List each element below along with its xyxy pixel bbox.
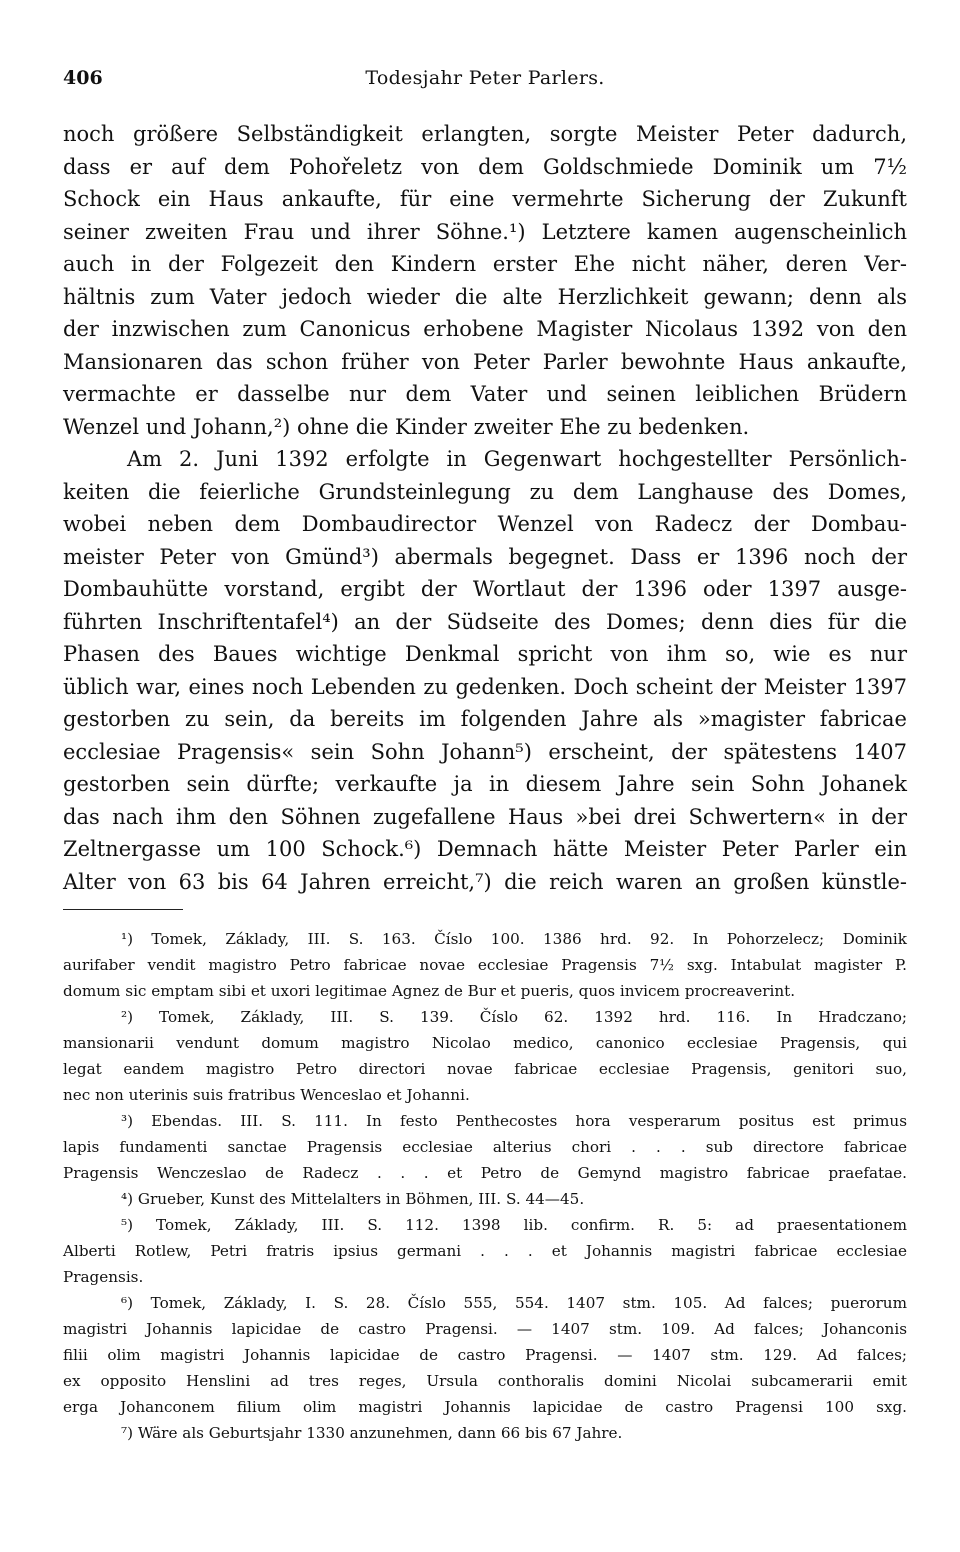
body-line: üblich war, eines noch Lebenden zu gedenken. Doch scheint der Meister 1397: [63, 674, 907, 699]
body-line: wobei neben dem Dombaudirector Wenzel von Radecz der Dombau-: [63, 512, 907, 536]
body-line: noch größere Selbständigkeit erlangten, sorgte Meister Peter dadurch,: [63, 122, 907, 146]
footnote-line: nec non uterinis suis fratribus Wenceslao et Johanni.: [63, 1086, 470, 1104]
footnote-line: Alberti Rotlew, Petri fratris ipsius germani . . . et Johannis magistri fabricae ecclesiae: [63, 1242, 907, 1260]
footnote-line: filii olim magistri Johannis lapicidae de castro Pragensi. — 1407 stm. 129. Ad falces;: [63, 1346, 907, 1364]
body-line: Schock ein Haus ankaufte, für eine vermehrte Sicherung der Zukunft: [63, 187, 907, 211]
footnote-line: mansionarii vendunt domum magistro Nicolao medico, canonico ecclesiae Pragensis, qui: [63, 1034, 907, 1052]
footnotes: [63, 926, 907, 1446]
footnote-line: erga Johanconem filium olim magistri Johannis lapicidae de castro Pragensi 100 sxg.: [63, 1398, 907, 1416]
body-line: Wenzel und Johann,²) ohne die Kinder zweiter Ehe zu bedenken.: [63, 414, 750, 439]
body-line: gestorben sein dürfte; verkaufte ja in diesem Jahre sein Sohn Johanek: [63, 772, 907, 796]
footnote-line: ²) Tomek, Základy, III. S. 139. Číslo 62. 1392 hrd. 116. In Hradczano;: [121, 1008, 907, 1026]
footnote-line: Pragensis Wenczeslao de Radecz . . . et Petro de Gemynd magistro fabricae praefatae.: [63, 1164, 907, 1182]
body-line: vermachte er dasselbe nur dem Vater und seinen leiblichen Brüdern: [63, 382, 907, 406]
footnote-divider: [63, 909, 183, 910]
body-line: ecclesiae Pragensis« sein Sohn Johann⁵) erscheint, der spätestens 1407: [63, 739, 907, 764]
running-title: Todesjahr Peter Parlers.: [365, 67, 605, 89]
body-line: auch in der Folgezeit den Kindern erster Ehe nicht näher, deren Ver-: [63, 252, 907, 276]
body-line: Mansionaren das schon früher von Peter Parler bewohnte Haus ankaufte,: [63, 349, 907, 374]
footnote-line: aurifaber vendit magistro Petro fabricae novae ecclesiae Pragensis 7½ sxg. Intabulat magister P.: [63, 956, 907, 974]
footnote-line: ⁵) Tomek, Základy, III. S. 112. 1398 lib. confirm. R. 5: ad praesentationem: [121, 1216, 907, 1234]
body-line: meister Peter von Gmünd³) abermals begegnet. Dass er 1396 noch der: [63, 544, 907, 569]
footnote-line: ⁴) Grueber, Kunst des Mittelalters in Böhmen, III. S. 44—45.: [121, 1190, 585, 1208]
footnote-line: domum sic emptam sibi et uxori legitimae Agnez de Bur et pueris, quos invicem procreaverint.: [63, 982, 796, 1000]
body-line: hältnis zum Vater jedoch wieder die alte Herzlichkeit gewann; denn als: [63, 284, 907, 309]
footnote-line: Pragensis.: [63, 1268, 144, 1286]
footnote-line: ex opposito Henslini ad tres reges, Ursula conthoralis domini Nicolai subcamerarii emit: [63, 1372, 907, 1390]
body-line: dass er auf dem Pohořeletz von dem Goldschmiede Dominik um 7½: [63, 154, 907, 179]
body-text: [63, 118, 907, 898]
footnote-line: lapis fundamenti sanctae Pragensis ecclesiae alterius chori . . . sub directore fabricae: [63, 1138, 907, 1156]
footnote-line: magistri Johannis lapicidae de castro Pragensi. — 1407 stm. 109. Ad falces; Johanconis: [63, 1320, 907, 1338]
body-line: gestorben zu sein, da bereits im folgenden Jahre als »magister fabricae: [63, 707, 907, 731]
body-line: das nach ihm den Söhnen zugefallene Haus »bei drei Schwertern« in der: [63, 804, 907, 829]
footnote-line: ¹) Tomek, Základy, III. S. 163. Číslo 100. 1386 hrd. 92. In Pohorzelecz; Dominik: [121, 930, 907, 948]
footnote-line: ⁷) Wäre als Geburtsjahr 1330 anzunehmen, dann 66 bis 67 Jahre.: [121, 1424, 623, 1442]
footnote-line: legat eandem magistro Petro directori novae fabricae ecclesiae Pragensis, genitori suo,: [63, 1060, 907, 1078]
body-line: Dombauhütte vorstand, ergibt der Wortlaut der 1396 oder 1397 ausge-: [63, 577, 907, 601]
body-line: seiner zweiten Frau und ihrer Söhne.¹) Letztere kamen augenscheinlich: [63, 219, 907, 244]
body-line: Am 2. Juni 1392 erfolgte in Gegenwart hochgestellter Persönlich-: [127, 447, 907, 471]
body-line: Zeltnergasse um 100 Schock.⁶) Demnach hätte Meister Peter Parler ein: [63, 837, 907, 861]
body-line: Phasen des Baues wichtige Denkmal spricht von ihm so, wie es nur: [63, 642, 907, 666]
footnote-line: ³) Ebendas. III. S. 111. In festo Penthecostes hora vesperarum positus est primus: [121, 1112, 907, 1130]
body-line: keiten die feierliche Grundsteinlegung zu dem Langhause des Domes,: [63, 479, 907, 504]
body-line: der inzwischen zum Canonicus erhobene Magister Nicolaus 1392 von den: [63, 317, 907, 341]
footnote-line: ⁶) Tomek, Základy, I. S. 28. Číslo 555, 554. 1407 stm. 105. Ad falces; puerorum: [121, 1294, 907, 1312]
page-header: [63, 67, 907, 97]
page-number: 406: [63, 67, 103, 89]
body-line: führten Inschriftentafel⁴) an der Südseite des Domes; denn dies für die: [63, 609, 907, 634]
body-line: Alter von 63 bis 64 Jahren erreicht,⁷) die reich waren an großen künstle-: [63, 869, 907, 894]
